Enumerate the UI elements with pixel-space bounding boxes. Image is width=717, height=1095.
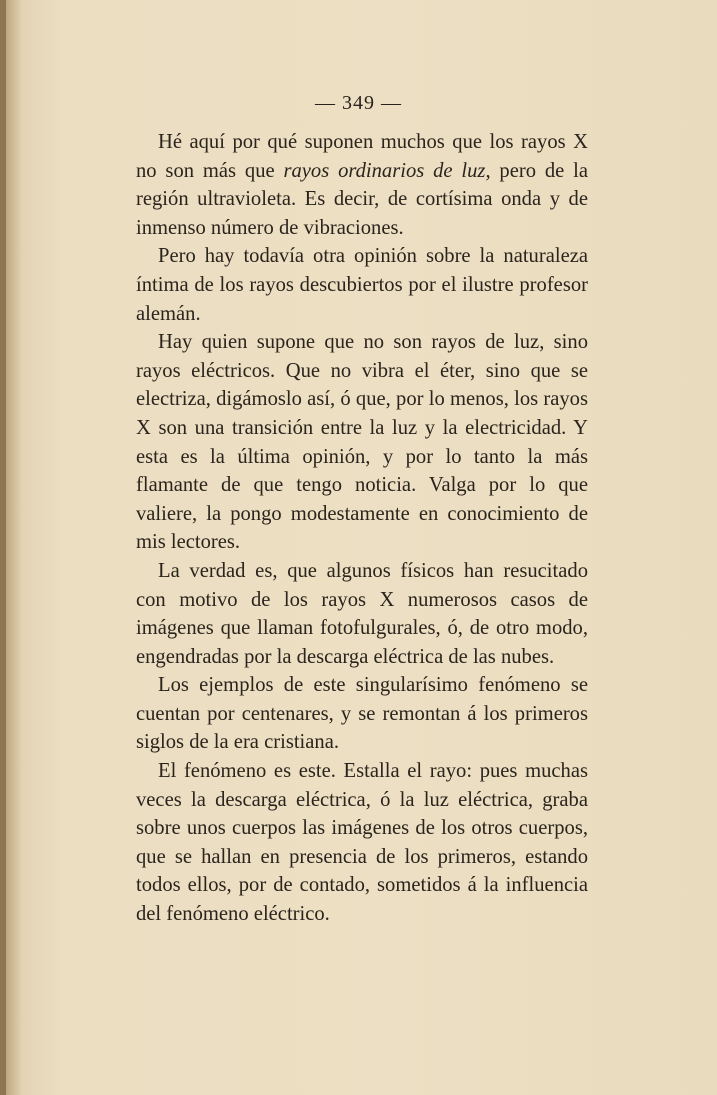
paragraph-2: Pero hay todavía otra opinión sobre la naturaleza íntima de los rayos descubiertos por el ilustre profesor alemán. <box>136 245 588 325</box>
body-text <box>136 128 588 929</box>
page-number: — 349 — <box>315 92 402 114</box>
paragraph-6: El fenómeno es este. Estalla el rayo: pues muchas veces la descarga eléctrica, ó la luz eléctrica, graba sobre unos cuerpos las imágenes de los otros cuerpos, que se hallan en presencia de los primeros, estando todos ellos, por de contado, sometidos á la influencia del fenómeno eléctrico. <box>136 760 588 926</box>
paragraph-5: Los ejemplos de este singularísimo fenómeno se cuentan por centenares, y se remontan á los primeros siglos de la era cristiana. <box>136 674 588 754</box>
paragraph-3: Hay quien supone que no son rayos de luz, sino rayos eléctricos. Que no vibra el éter, sino que se electriza, digámoslo así, ó que, por lo menos, los rayos X son una transición entre la luz y la electricidad. Y esta es la última opinión, y por lo tanto la más flamante de que tengo noticia. Valga por lo que valiere, la pongo modestamente en conocimiento de mis lectores. <box>136 331 588 554</box>
paragraph-1-text-a: Hé aquí por qué suponen muchos que los rayos X no son más que <box>136 131 588 182</box>
paragraph-4: La verdad es, que algunos físicos han resucitado con motivo de los rayos X numerosos casos de imágenes que llaman fotofulgurales, ó, de otro modo, engendradas por la descarga eléctrica de las nubes. <box>136 559 588 668</box>
paragraph-1-italic-phrase: rayos ordinarios de luz <box>283 159 486 182</box>
paragraph-1-text-b: , pero de la región ultravioleta. Es decir, de cortísima onda y de inmenso número de vibraciones. <box>136 159 588 239</box>
page-edge <box>0 0 6 1095</box>
paragraph-1 <box>136 128 588 242</box>
